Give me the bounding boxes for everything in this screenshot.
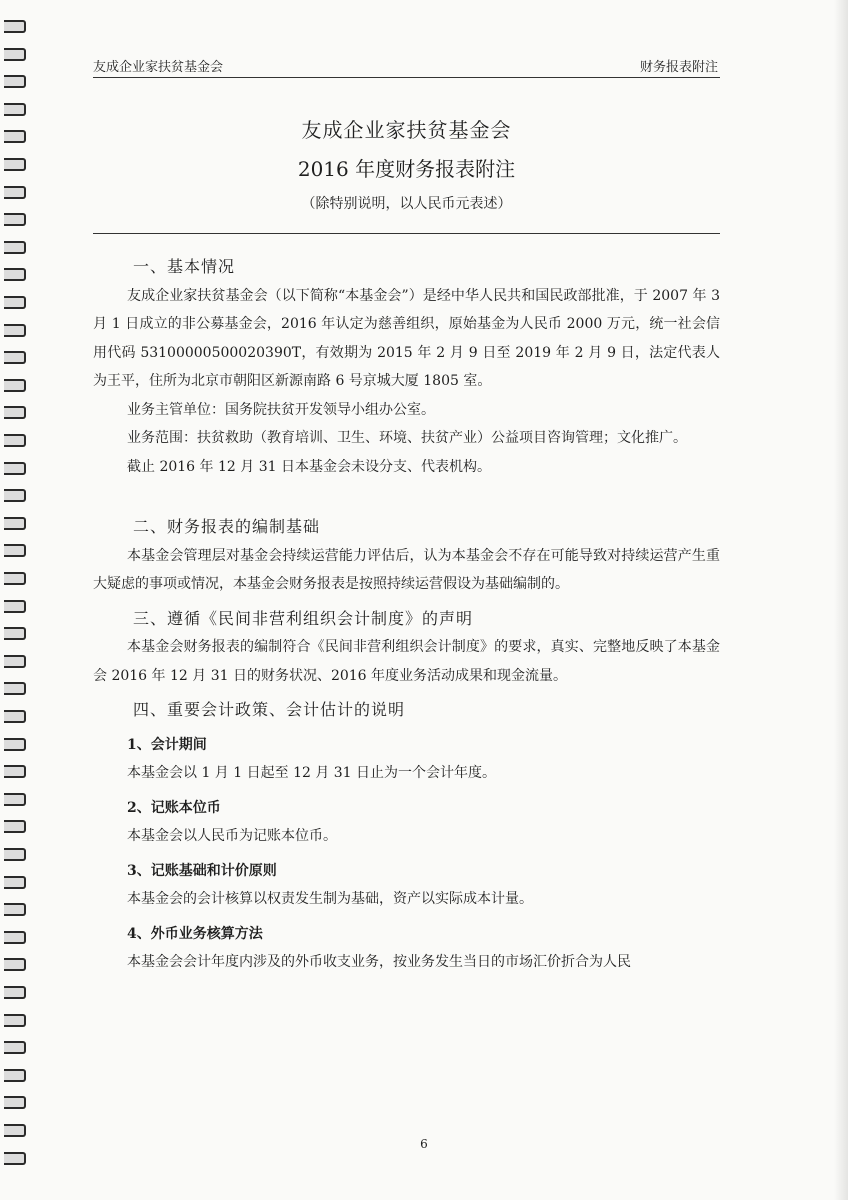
- binding-ring: [4, 434, 26, 447]
- title-rule: [93, 233, 720, 234]
- binding-ring: [4, 48, 26, 61]
- binding-ring: [4, 1041, 26, 1054]
- binding-ring: [4, 20, 26, 33]
- binding-ring: [4, 1069, 26, 1082]
- binding-ring: [4, 738, 26, 751]
- binding-ring: [4, 268, 26, 281]
- binding-ring: [4, 462, 26, 475]
- binding-ring: [4, 1152, 26, 1165]
- spiral-binding: [0, 20, 30, 1180]
- binding-ring: [4, 517, 26, 530]
- binding-ring: [4, 1124, 26, 1137]
- section-heading-compliance: 三、遵循《民间非营利组织会计制度》的声明: [133, 608, 474, 628]
- paragraph: 本基金会管理层对基金会持续运营能力评估后，认为本基金会不存在可能导致对持续运营产生重大疑虑的事项或情况，本基金会财务报表是按照持续运营假设为基础编制的。: [93, 547, 720, 592]
- binding-ring: [4, 379, 26, 392]
- binding-ring: [4, 627, 26, 640]
- binding-ring: [4, 765, 26, 778]
- document-title: 友成企业家扶贫基金会: [301, 118, 512, 142]
- binding-ring: [4, 655, 26, 668]
- binding-ring: [4, 682, 26, 695]
- binding-ring: [4, 158, 26, 171]
- binding-ring: [4, 986, 26, 999]
- paragraph: 截止 2016 年 12 月 31 日本基金会未设分支、代表机构。: [127, 458, 491, 475]
- binding-ring: [4, 1014, 26, 1027]
- paragraph: 业务范围：扶贫救助（教育培训、卫生、环境、扶贫产业）公益项目咨询管理；文化推广。: [127, 430, 687, 446]
- paragraph: 友成企业家扶贫基金会（以下简称“本基金会”）是经中华人民共和国民政部批准，于 2007 年 3 月 1 日成立的非公募基金会，2016 年认定为慈善组织，原始基金为人民币 2000 万元，统一社会信用代码 53100000500020390T，有效期为 2015 年 2 月 9 日至 2019 年 2 月 9 日，法定代表人为王平，住所为北京市朝阳区新源南路 6 号京城大厦 1805 室。: [93, 287, 720, 389]
- header-doc-type: 财务报表附注: [639, 60, 718, 75]
- binding-ring: [4, 351, 26, 364]
- page-number: 6: [420, 1137, 428, 1151]
- binding-ring: [4, 820, 26, 833]
- binding-ring: [4, 544, 26, 557]
- section-heading-policies: 四、重要会计政策、会计估计的说明: [133, 700, 406, 719]
- subsection-heading: 2、记账本位币: [127, 799, 221, 816]
- binding-ring: [4, 103, 26, 116]
- subsection-heading: 4、外币业务核算方法: [127, 925, 263, 942]
- binding-ring: [4, 186, 26, 199]
- binding-ring: [4, 1096, 26, 1109]
- binding-ring: [4, 406, 26, 419]
- binding-ring: [4, 848, 26, 861]
- binding-ring: [4, 489, 26, 502]
- binding-ring: [4, 600, 26, 613]
- paragraph: 本基金会会计年度内涉及的外币收支业务，按业务发生当日的市场汇价折合为人民: [127, 954, 631, 970]
- currency-note: （除特别说明，以人民币元表述）: [301, 196, 512, 212]
- header-rule: [93, 77, 720, 78]
- paragraph: 业务主管单位：国务院扶贫开发领导小组办公室。: [127, 401, 435, 418]
- binding-ring: [4, 876, 26, 889]
- paragraph: 本基金会以 1 月 1 日起至 12 月 31 日止为一个会计年度。: [127, 765, 497, 781]
- binding-ring: [4, 572, 26, 585]
- paragraph: 本基金会以人民币为记账本位币。: [127, 828, 337, 844]
- binding-ring: [4, 903, 26, 916]
- binding-ring: [4, 241, 26, 254]
- document-subtitle: 2016 年度财务报表附注: [297, 157, 516, 181]
- document-body: [93, 253, 720, 977]
- binding-ring: [4, 130, 26, 143]
- binding-ring: [4, 324, 26, 337]
- binding-ring: [4, 958, 26, 971]
- binding-ring: [4, 931, 26, 944]
- page-edge-shadow: [834, 0, 848, 1200]
- binding-ring: [4, 296, 26, 309]
- binding-ring: [4, 75, 26, 88]
- binding-ring: [4, 793, 26, 806]
- section-heading-basic-info: 一、基本情况: [133, 257, 236, 276]
- paragraph: 本基金会财务报表的编制符合《民间非营利组织会计制度》的要求，真实、完整地反映了本基金会 2016 年 12 月 31 日的财务状况、2016 年度业务活动成果和现金流量。: [93, 639, 720, 684]
- binding-ring: [4, 710, 26, 723]
- paragraph: 本基金会的会计核算以权责发生制为基础，资产以实际成本计量。: [127, 891, 533, 907]
- header-org-name: 友成企业家扶贫基金会: [93, 60, 224, 75]
- section-heading-basis: 二、财务报表的编制基础: [133, 517, 321, 536]
- subsection-heading: 3、记账基础和计价原则: [127, 862, 277, 879]
- binding-ring: [4, 213, 26, 226]
- subsection-heading: 1、会计期间: [127, 736, 207, 753]
